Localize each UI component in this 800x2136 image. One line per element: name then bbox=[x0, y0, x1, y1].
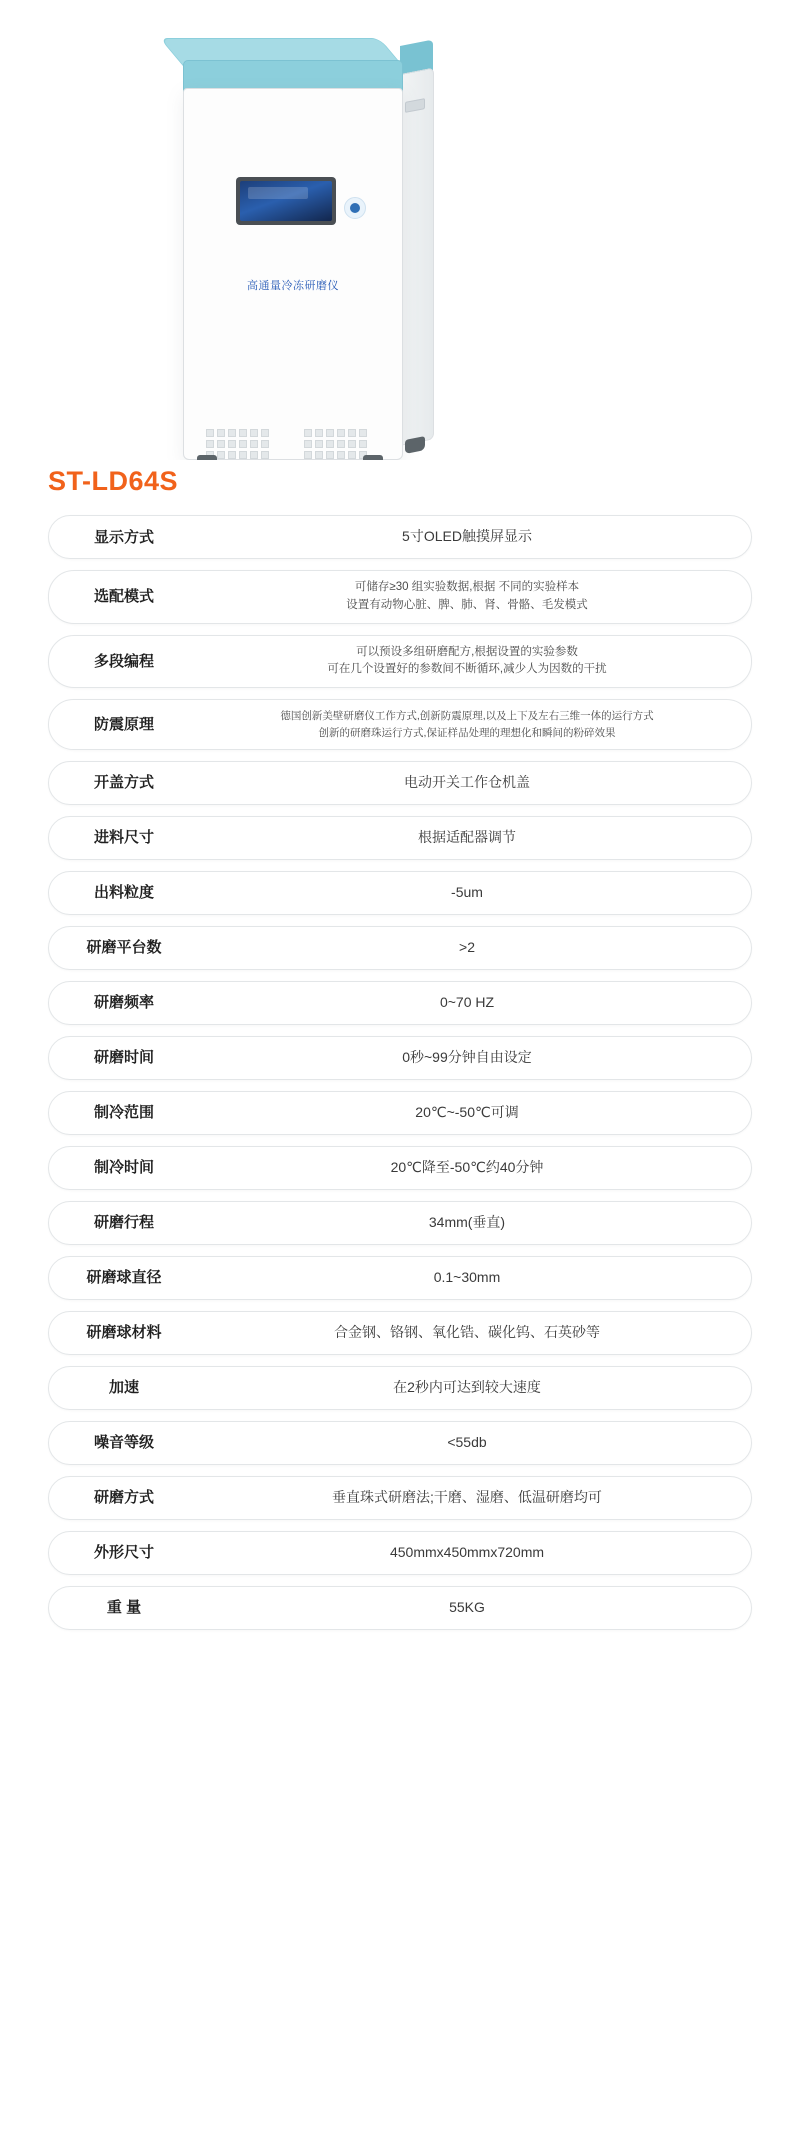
spec-value: 450mmx450mmx720mm bbox=[389, 1543, 545, 1560]
spec-list bbox=[48, 515, 752, 1630]
spec-value: 20℃~-50℃可调 bbox=[415, 1103, 519, 1120]
spec-value: 可储存≥30 组实验数据,根据 不同的实验样本 设置有动物心脏、脾、肺、肾、骨骼、毛发模式 bbox=[346, 581, 588, 611]
spec-value: 垂直珠式研磨法;干磨、湿磨、低温研磨均可 bbox=[332, 1488, 602, 1505]
spec-label: 出料粒度 bbox=[93, 884, 154, 902]
spec-value: 55KG bbox=[449, 1598, 485, 1615]
spec-value: 0秒~99分钟自由设定 bbox=[402, 1048, 532, 1065]
spec-row bbox=[48, 981, 752, 1025]
machine-brand-label: 高通量冷冻研磨仪 bbox=[247, 280, 339, 292]
spec-label: 多段编程 bbox=[93, 652, 154, 670]
spec-row bbox=[48, 1146, 752, 1190]
machine-side-panel bbox=[400, 67, 434, 446]
spec-label: 制冷范围 bbox=[93, 1104, 154, 1122]
oled-touchscreen[interactable] bbox=[240, 181, 332, 221]
spec-row bbox=[48, 1036, 752, 1080]
spec-row bbox=[48, 816, 752, 860]
spec-value: 可以预设多组研磨配方,根据设置的实验参数 可在几个设置好的参数间不断循环,减少人为因数的干扰 bbox=[327, 645, 607, 676]
spec-row bbox=[48, 1256, 752, 1300]
spec-row bbox=[48, 570, 752, 624]
spec-label: 重 量 bbox=[106, 1599, 142, 1617]
spec-row bbox=[48, 761, 752, 805]
spec-row bbox=[48, 1366, 752, 1410]
spec-value: 0.1~30mm bbox=[433, 1268, 501, 1285]
touchscreen-bezel bbox=[236, 177, 336, 225]
grinder-illustration bbox=[183, 30, 433, 440]
spec-value: 在2秒内可达到较大速度 bbox=[393, 1378, 541, 1395]
spec-row bbox=[48, 1201, 752, 1245]
spec-row bbox=[48, 699, 752, 750]
spec-row bbox=[48, 1091, 752, 1135]
spec-row bbox=[48, 1311, 752, 1355]
spec-label: 研磨平台数 bbox=[86, 939, 162, 957]
spec-label: 防震原理 bbox=[93, 716, 154, 734]
spec-row bbox=[48, 635, 752, 689]
spec-label: 研磨球材料 bbox=[86, 1324, 162, 1342]
spec-value: 电动开关工作仓机盖 bbox=[404, 773, 530, 790]
spec-label: 外形尺寸 bbox=[93, 1544, 154, 1562]
machine-foot bbox=[363, 455, 383, 460]
spec-row bbox=[48, 1476, 752, 1520]
spec-value: -5um bbox=[451, 883, 483, 900]
spec-label: 研磨时间 bbox=[93, 1049, 154, 1067]
product-image bbox=[0, 0, 800, 460]
spec-label: 研磨方式 bbox=[93, 1489, 154, 1507]
spec-label: 开盖方式 bbox=[93, 774, 154, 792]
spec-row bbox=[48, 1586, 752, 1630]
spec-value: 5寸OLED触摸屏显示 bbox=[402, 528, 532, 545]
machine-foot bbox=[197, 455, 217, 460]
spec-value: 0~70 HZ bbox=[439, 993, 495, 1010]
spec-value: 德国创新美壁研磨仪工作方式,创新防震原理,以及上下及左右三维一体的运行方式 创新的研磨珠运行方式,保证样品处理的理想化和瞬间的粉碎效果 bbox=[280, 710, 654, 739]
machine-foot bbox=[405, 436, 425, 454]
spec-row bbox=[48, 926, 752, 970]
spec-label: 加速 bbox=[108, 1379, 139, 1397]
spec-value: 34mm(垂直) bbox=[428, 1213, 506, 1230]
spec-value: 20℃降至-50℃约40分钟 bbox=[390, 1158, 544, 1175]
spec-value: >2 bbox=[459, 938, 475, 955]
page-title: ST-LD64S bbox=[48, 466, 179, 496]
machine-front-panel bbox=[183, 88, 403, 460]
spec-row bbox=[48, 871, 752, 915]
spec-label: 进料尺寸 bbox=[93, 829, 154, 847]
vent-grille-right bbox=[304, 429, 367, 459]
spec-row bbox=[48, 1531, 752, 1575]
spec-label: 研磨球直径 bbox=[86, 1269, 162, 1287]
spec-row bbox=[48, 1421, 752, 1465]
spec-label: 显示方式 bbox=[93, 528, 154, 546]
spec-label: 噪音等级 bbox=[93, 1434, 154, 1452]
spec-label: 研磨行程 bbox=[93, 1214, 154, 1232]
brand-logo-icon bbox=[344, 197, 366, 219]
spec-row bbox=[48, 515, 752, 559]
spec-value: 根据适配器调节 bbox=[418, 828, 516, 845]
spec-value: 合金钢、铬钢、氧化锆、碳化钨、石英砂等 bbox=[334, 1323, 600, 1340]
spec-label: 制冷时间 bbox=[93, 1159, 154, 1177]
spec-value: <55db bbox=[447, 1433, 487, 1450]
spec-label: 选配模式 bbox=[93, 588, 154, 606]
spec-label: 研磨频率 bbox=[93, 994, 154, 1012]
